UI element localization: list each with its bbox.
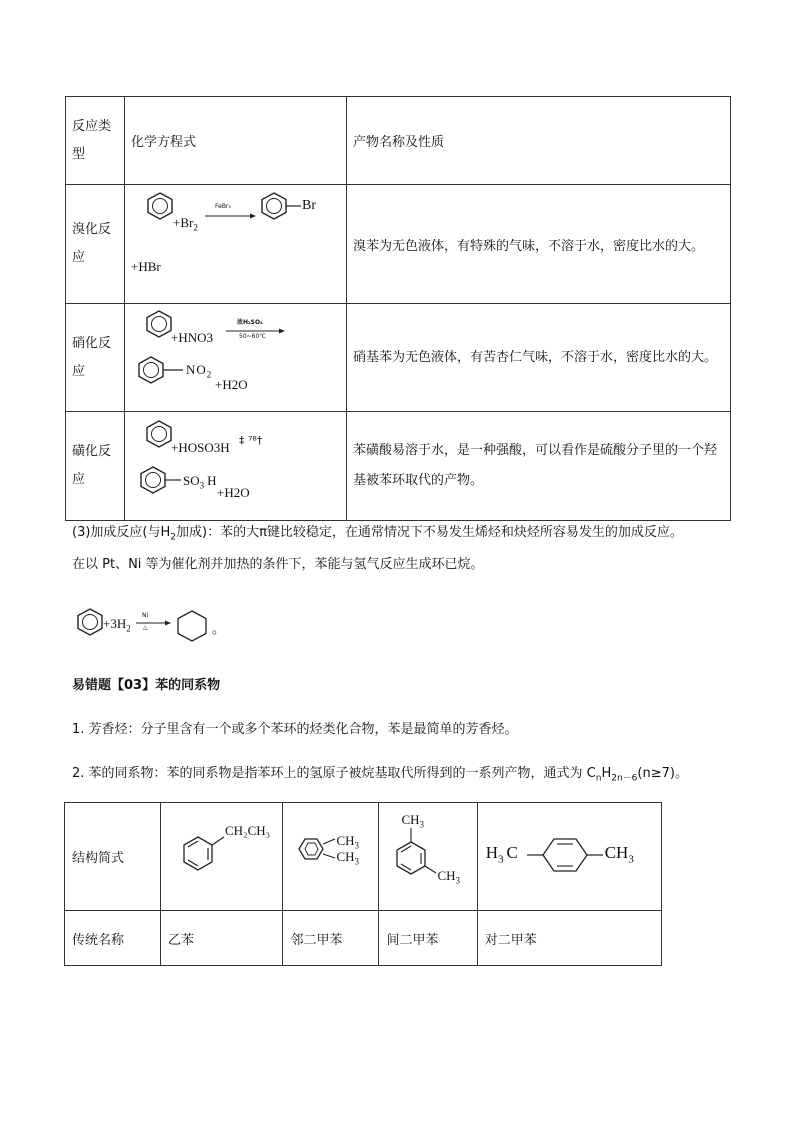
bromination-byproduct: +HBr — [131, 259, 161, 274]
nitration-catalyst-bottom: 50~60℃ — [239, 333, 267, 340]
m-xylene-ch3-bottom: $CH_3$ — [437, 868, 461, 886]
bromobenzene-ring-icon — [262, 193, 286, 219]
addition-catalyst-top: Ni — [142, 612, 149, 619]
equation-bromination — [125, 185, 347, 304]
bromination-catalyst: FeBr₃ — [215, 203, 231, 210]
structure-ethylbenzene — [161, 803, 283, 911]
table-row-sulfonation — [66, 412, 731, 521]
benzene-ring-icon — [147, 311, 171, 337]
reaction-table — [65, 96, 731, 521]
point-aromatic-hydrocarbon: 1. 芳香烃：分子里含有一个或多个苯环的烃类化合物，苯是最简单的芳香烃。 — [72, 722, 518, 737]
m-xylene-svg — [379, 803, 481, 910]
addition-catalyst-bottom: △ — [143, 624, 148, 631]
m-xylene-ch3-top: $CH_3$ — [401, 812, 425, 830]
name-ethylbenzene: 乙苯 — [161, 911, 283, 966]
o-xylene-ch3-top: $CH_3$ — [336, 833, 360, 851]
o-xylene-ch3-bottom: $CH_3$ — [336, 849, 360, 867]
nitration-reagent: +HNO3 — [171, 330, 213, 345]
structure-m-xylene — [379, 803, 477, 911]
o-xylene-svg — [283, 803, 383, 910]
bromination-product-group: Br — [302, 198, 316, 213]
addition-paragraph-line1: (3)加成反应(与$H_2$加成)：苯的大π键比较稳定，在通常情况下不易发生烯烃和炔烃所容易发生的加成反应。 — [72, 525, 683, 543]
addition-paragraph-line2: 在以 Pt、Ni 等为催化剂并加热的条件下，苯能与氢气反应生成环已烷。 — [72, 557, 484, 572]
reaction-type-nitration: 硝化反应 — [66, 304, 125, 412]
structure-o-xylene — [283, 803, 379, 911]
p-xylene-ch3: $CH_3$ — [604, 843, 634, 866]
addition-reagent: $+3H_2$ — [103, 616, 131, 634]
reaction-type-sulfonation: 磺化反应 — [66, 412, 125, 521]
benzenesulfonic-ring-icon — [141, 467, 165, 493]
name-p-xylene: 对二甲苯 — [477, 911, 661, 966]
nitration-product-group: $NO_2$ — [186, 362, 213, 380]
benzene-ring-icon — [147, 421, 171, 447]
nitration-byproduct: +H2O — [215, 377, 248, 392]
header-equation: 化学方程式 — [125, 97, 347, 185]
reaction-type-bromination: 溴化反应 — [66, 185, 125, 304]
benzene-ring-icon — [78, 609, 102, 635]
bromination-reagent: $+Br_2$ — [173, 215, 198, 233]
header-reaction-type: 反应类型 — [66, 97, 125, 185]
benzene-ring-icon — [148, 193, 172, 219]
section-title: 易错题【03】苯的同系物 — [72, 678, 221, 693]
structure-label: 结构简式 — [65, 803, 161, 911]
nitrobenzene-ring-icon — [139, 357, 163, 383]
property-nitration: 硝基苯为无色液体，有苦杏仁气味，不溶于水，密度比水的大。 — [347, 304, 731, 412]
ethylbenzene-svg — [161, 803, 285, 910]
addition-end-mark: 。 — [212, 622, 226, 637]
ethyl-label: CH₂CH₃ — [225, 823, 271, 838]
sulfonation-byproduct: +H2O — [217, 485, 250, 500]
table-row-nitration — [66, 304, 731, 412]
structure-p-xylene — [477, 803, 661, 911]
cyclohexane-ring-icon — [178, 611, 206, 641]
p-xylene-h3c: $H_3$ C — [485, 843, 518, 866]
structure-row — [65, 803, 662, 911]
sulfonation-catalyst-glyph: ‡ ⁷⁸† — [239, 434, 263, 447]
sulfonation-equation-svg — [131, 412, 341, 520]
table-row-bromination — [66, 185, 731, 304]
nitration-catalyst-top: 浓H₂SO₄ — [237, 319, 263, 326]
table-header-row — [66, 97, 731, 185]
sulfonation-reagent: +HOSO3H — [171, 440, 230, 455]
property-sulfonation: 苯磺酸易溶于水，是一种强酸，可以看作是硫酸分子里的一个羟基被苯环取代的产物。 — [347, 412, 731, 521]
name-row — [65, 911, 662, 966]
equation-sulfonation — [125, 412, 347, 521]
name-label: 传统名称 — [65, 911, 161, 966]
o-xylene-ring-icon — [299, 839, 323, 859]
name-m-xylene: 间二甲苯 — [379, 911, 477, 966]
homolog-table — [64, 802, 662, 966]
point-benzene-homologs: 2. 苯的同系物：苯的同系物是指苯环上的氢原子被烷基取代所得到的一系列产物，通式为 $C_nH_{2n-6}(n\ge 7)$。 — [72, 766, 688, 784]
sulfonation-product-group: $SO_3$ H — [183, 473, 217, 491]
equation-nitration — [125, 304, 347, 412]
header-product: 产物名称及性质 — [347, 97, 731, 185]
nitration-equation-svg — [131, 304, 341, 411]
property-bromination: 溴苯为无色液体，有特殊的气味，不溶于水，密度比水的大。 — [347, 185, 731, 304]
name-o-xylene: 邻二甲苯 — [283, 911, 379, 966]
